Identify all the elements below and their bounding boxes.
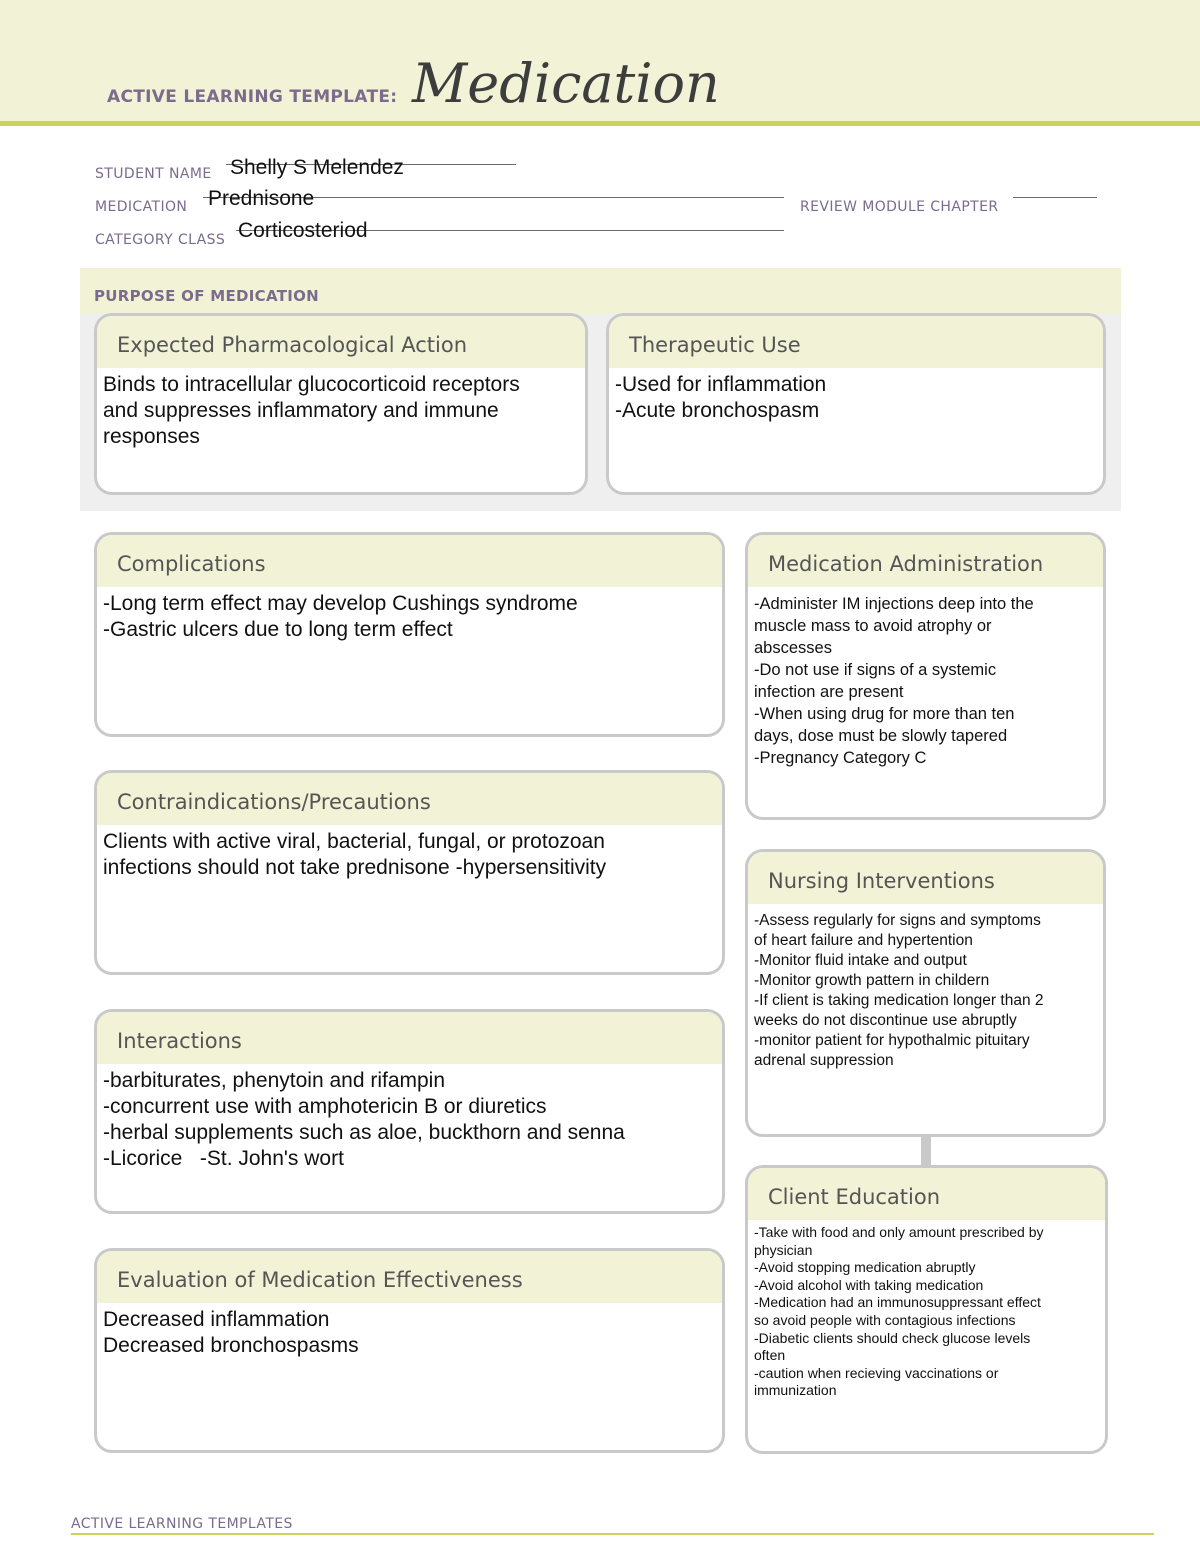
- category-class-label: CATEGORY CLASS: [95, 232, 226, 248]
- therapeutic-use-body[interactable]: [609, 368, 1103, 424]
- nursing-interventions-body[interactable]: [748, 904, 1103, 1071]
- body-line: -Diabetic clients should check glucose levels: [754, 1329, 1031, 1346]
- body-line: Decreased bronchospasms: [103, 1334, 359, 1357]
- body-line: -Do not use if signs of a systemic: [754, 661, 997, 679]
- student-name-label: STUDENT NAME: [95, 166, 212, 182]
- body-line: -Monitor fluid intake and output: [754, 952, 967, 969]
- connector-bar: [921, 1135, 931, 1166]
- body-line: -When using drug for more than ten: [754, 705, 1015, 723]
- body-line: -Avoid alcohol with taking medication: [754, 1276, 984, 1293]
- interactions-title: Interactions: [97, 1012, 722, 1064]
- body-line: -Used for inflammation: [615, 373, 827, 396]
- interactions-card: [94, 1009, 725, 1214]
- body-line: -Avoid stopping medication abruptly: [754, 1259, 976, 1276]
- body-line: immunization: [754, 1382, 837, 1399]
- body-line: -Administer IM injections deep into the: [754, 595, 1034, 613]
- therapeutic-use-card: [606, 313, 1106, 495]
- body-line: -caution when recieving vaccinations or: [754, 1364, 999, 1381]
- body-line: Clients with active viral, bacterial, fungal, or protozoan: [103, 830, 605, 853]
- body-line: -monitor patient for hypothalmic pituitary: [754, 1032, 1030, 1049]
- client-education-body[interactable]: [748, 1220, 1105, 1400]
- contraindications-title: Contraindications/Precautions: [97, 773, 722, 825]
- body-line: days, dose must be slowly tapered: [754, 727, 1008, 745]
- body-line: -Monitor growth pattern in childern: [754, 972, 990, 989]
- page-title: Medication: [412, 52, 720, 115]
- medication-administration-card: [745, 532, 1106, 820]
- template-label: ACTIVE LEARNING TEMPLATE:: [107, 87, 398, 107]
- evaluation-card: [94, 1248, 725, 1453]
- body-line: of heart failure and hypertention: [754, 932, 973, 949]
- review-module-line[interactable]: [1013, 197, 1097, 198]
- body-line: -Licorice -St. John's wort: [103, 1147, 344, 1170]
- complications-title: Complications: [97, 535, 722, 587]
- medication-administration-body[interactable]: [748, 587, 1103, 769]
- nursing-interventions-title: Nursing Interventions: [748, 852, 1103, 904]
- body-line: -Medication had an immunosuppressant effect: [754, 1294, 1041, 1311]
- client-education-title: Client Education: [748, 1168, 1105, 1220]
- body-line: infections should not take prednisone -hypersensitivity: [103, 856, 607, 879]
- review-module-label: REVIEW MODULE CHAPTER: [800, 199, 999, 215]
- body-line: -Assess regularly for signs and symptoms: [754, 912, 1041, 929]
- medication-value[interactable]: Prednisone: [208, 187, 315, 210]
- body-line: Binds to intracellular glucocorticoid receptors: [103, 373, 520, 396]
- body-line: physician: [754, 1241, 813, 1258]
- contraindications-card: [94, 770, 725, 975]
- body-line: Decreased inflammation: [103, 1308, 330, 1331]
- footer-rule: [71, 1533, 1154, 1535]
- body-line: and suppresses inflammatory and immune: [103, 399, 499, 422]
- body-line: often: [754, 1347, 786, 1364]
- body-line: -If client is taking medication longer than 2: [754, 992, 1044, 1009]
- contraindications-body[interactable]: [97, 825, 722, 881]
- body-line: -Gastric ulcers due to long term effect: [103, 618, 453, 641]
- complications-body[interactable]: [97, 587, 722, 643]
- body-line: -Pregnancy Category C: [754, 749, 927, 767]
- purpose-label: PURPOSE OF MEDICATION: [94, 287, 320, 305]
- body-line: abscesses: [754, 639, 832, 657]
- expected-action-card: [94, 313, 588, 495]
- footer-label: ACTIVE LEARNING TEMPLATES: [71, 1516, 293, 1532]
- expected-action-body[interactable]: [97, 368, 585, 450]
- body-line: -herbal supplements such as aloe, buckthorn and senna: [103, 1121, 625, 1144]
- nursing-interventions-card: [745, 849, 1106, 1137]
- body-line: muscle mass to avoid atrophy or: [754, 617, 992, 635]
- header-rule: [0, 121, 1200, 126]
- interactions-body[interactable]: [97, 1064, 722, 1172]
- complications-card: [94, 532, 725, 737]
- body-line: -Long term effect may develop Cushings syndrome: [103, 592, 578, 615]
- evaluation-body[interactable]: [97, 1303, 722, 1359]
- medication-label: MEDICATION: [95, 199, 188, 215]
- body-line: weeks do not discontinue use abruptly: [754, 1012, 1017, 1029]
- body-line: so avoid people with contagious infections: [754, 1311, 1016, 1328]
- therapeutic-use-title: Therapeutic Use: [609, 316, 1103, 368]
- student-name-value[interactable]: Shelly S Melendez: [230, 156, 404, 179]
- medication-administration-title: Medication Administration: [748, 535, 1103, 587]
- body-line: infection are present: [754, 683, 904, 701]
- client-education-card: [745, 1165, 1108, 1454]
- body-line: -Take with food and only amount prescribed by: [754, 1224, 1044, 1240]
- body-line: -concurrent use with amphotericin B or diuretics: [103, 1095, 547, 1118]
- body-line: -barbiturates, phenytoin and rifampin: [103, 1069, 446, 1092]
- body-line: adrenal suppression: [754, 1052, 894, 1069]
- evaluation-title: Evaluation of Medication Effectiveness: [97, 1251, 722, 1303]
- body-line: -Acute bronchospasm: [615, 399, 820, 422]
- body-line: responses: [103, 425, 200, 448]
- expected-action-title: Expected Pharmacological Action: [97, 316, 585, 368]
- category-class-value[interactable]: Corticosteriod: [238, 219, 368, 242]
